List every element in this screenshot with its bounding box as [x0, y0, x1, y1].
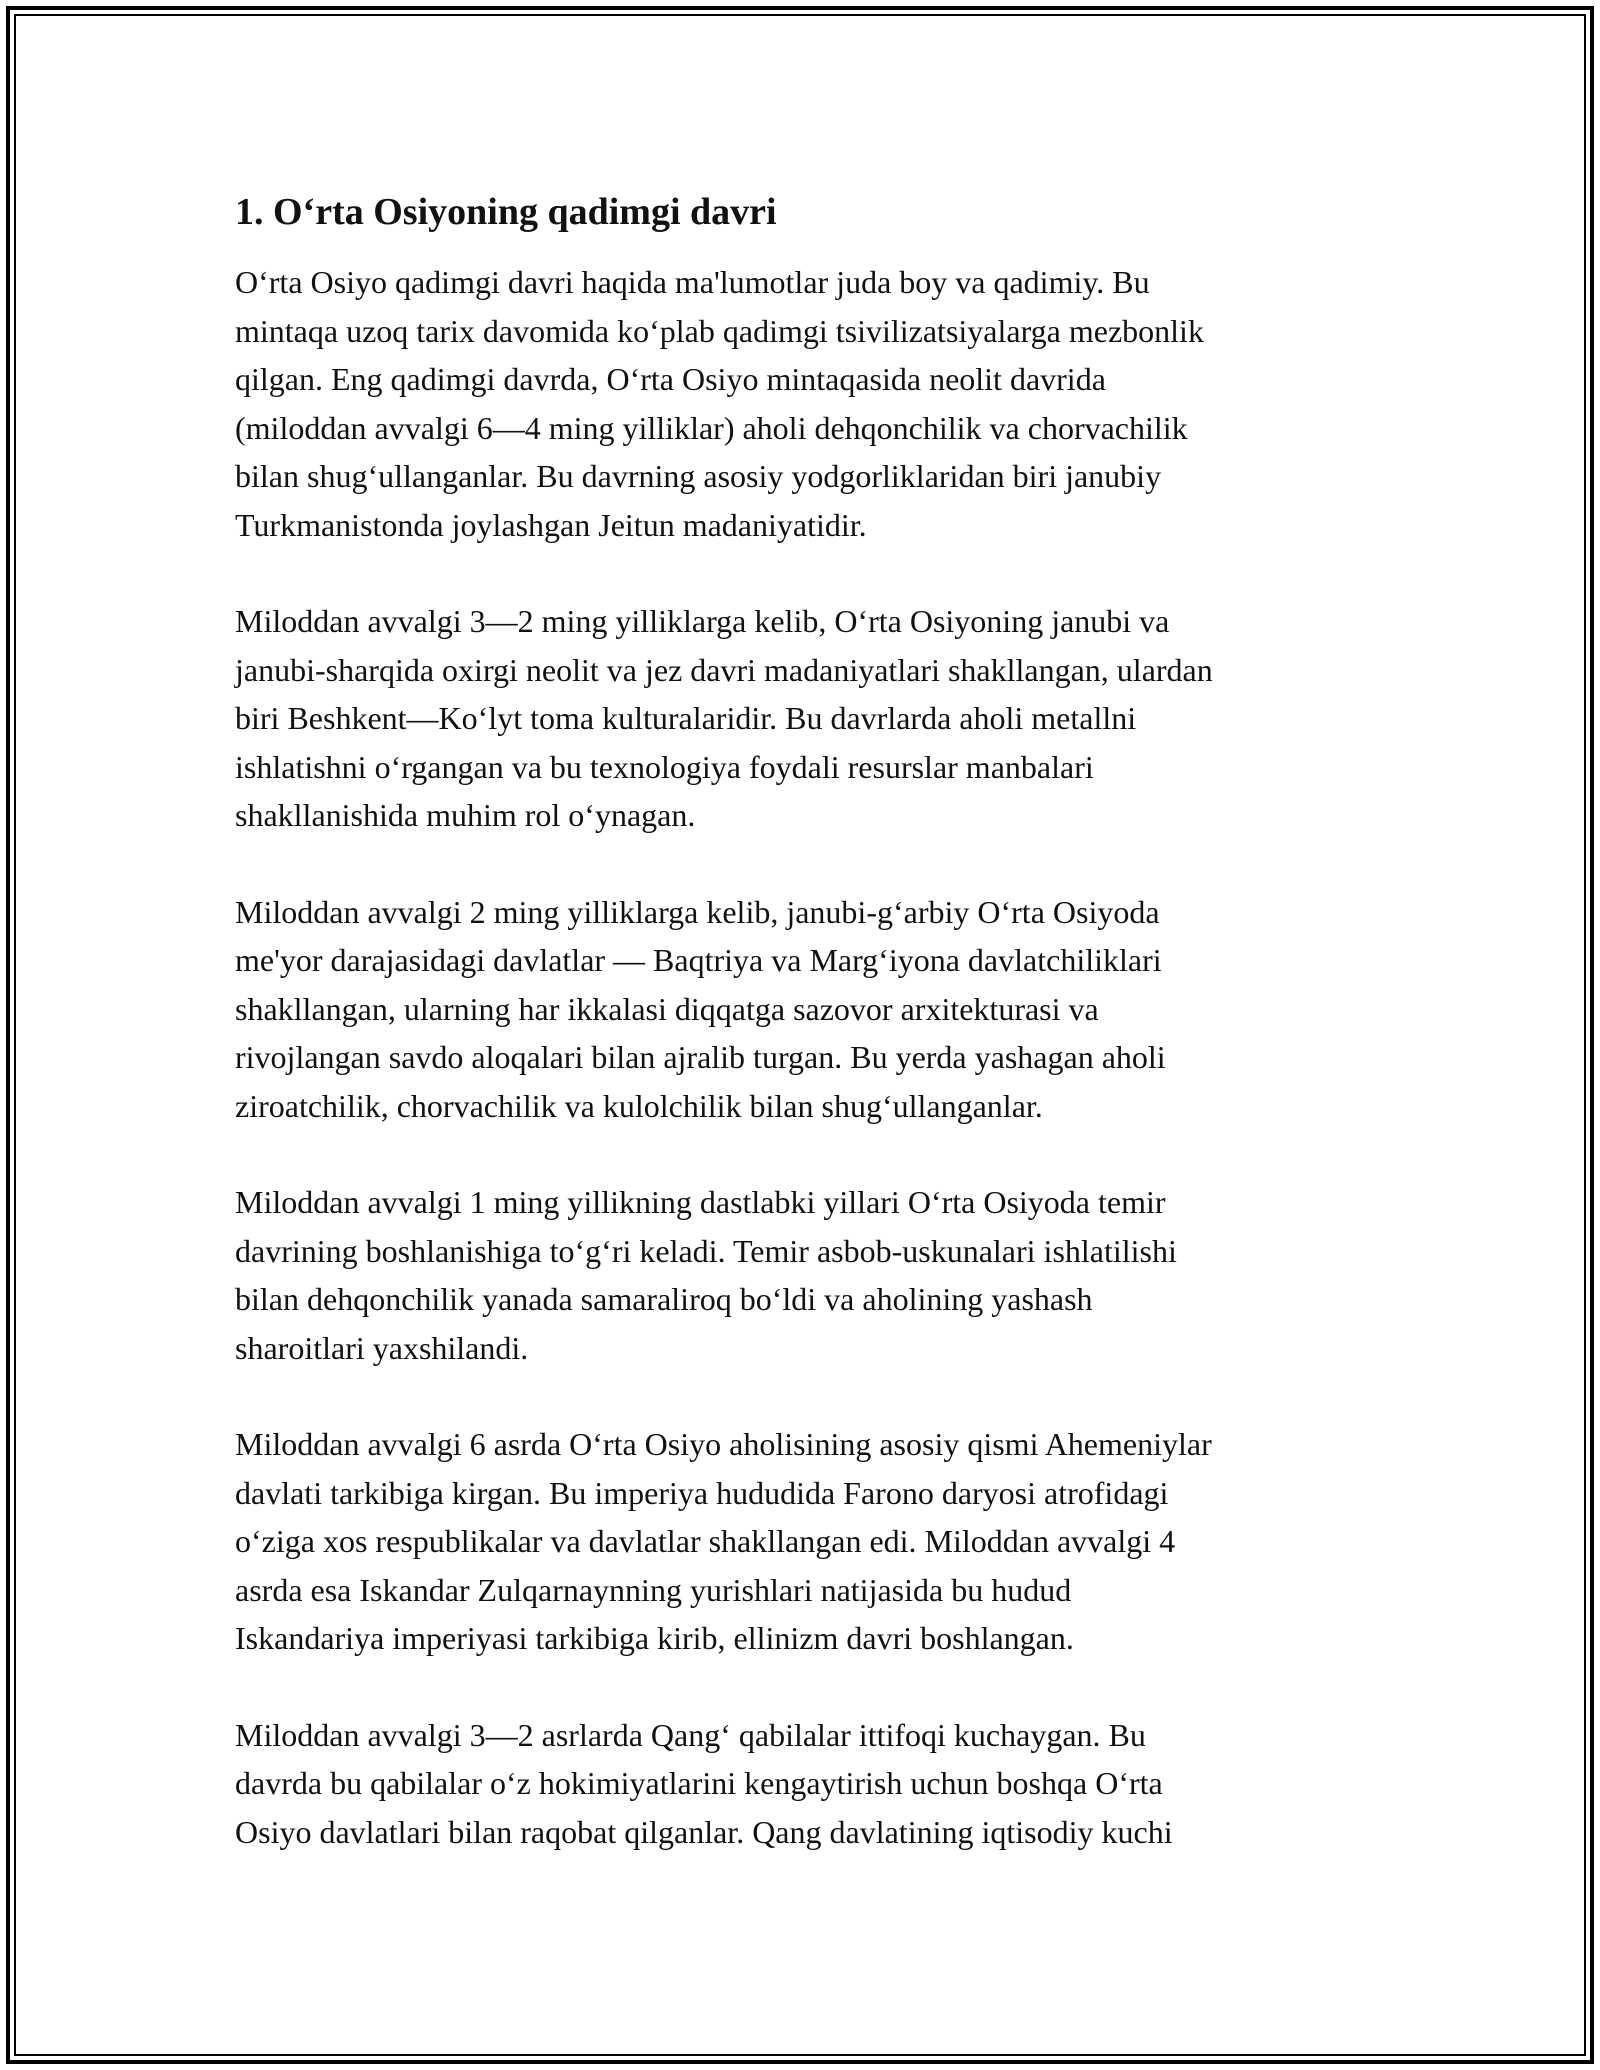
text-line: shakllanishida muhim rol o‘ynagan. — [235, 797, 696, 833]
text-line: bilan dehqonchilik yanada samaraliroq bo‘ldi va aholining yashash — [235, 1281, 1093, 1317]
text-line: Miloddan avvalgi 3—2 asrlarda Qang‘ qabilalar ittifoqi kuchaygan. Bu — [235, 1716, 1146, 1753]
text-line: qilgan. Eng qadimgi davrda, O‘rta Osiyo mintaqasida neolit davrida — [235, 361, 1106, 397]
text-line: O‘rta Osiyo qadimgi davri haqida ma'lumotlar juda boy va qadimiy. Bu — [235, 264, 1150, 300]
text-line: ziroatchilik, chorvachilik va kulolchilik bilan shug‘ullanganlar. — [235, 1087, 1043, 1124]
text-line: o‘ziga xos respublikalar va davlatlar shakllangan edi. Miloddan avvalgi 4 — [235, 1523, 1176, 1559]
paragraph-4 — [235, 1178, 1365, 1372]
text-line: me'yor darajasidagi davlatlar — Baqtriya va Marg‘iyona davlatchiliklari — [235, 942, 1162, 978]
text-line: sharoitlari yaxshilandi. — [235, 1329, 529, 1366]
section-heading: 1. O‘rta Osiyoning qadimgi davri — [235, 191, 777, 233]
text-line: Miloddan avvalgi 1 ming yillikning dastlabki yillari O‘rta Osiyoda temir — [235, 1184, 1166, 1220]
text-line: davrining boshlanishiga to‘g‘ri keladi. Temir asbob-uskunalari ishlatilishi — [235, 1232, 1177, 1269]
paragraph-5 — [235, 1420, 1365, 1663]
text-line: Miloddan avvalgi 6 asrda O‘rta Osiyo aholisining asosiy qismi Ahemeniylar — [235, 1426, 1212, 1462]
text-line: shakllangan, ularning har ikkalasi diqqatga sazovor arxitekturasi va — [235, 990, 1099, 1027]
paragraph-3 — [235, 888, 1365, 1131]
paragraph-1 — [235, 258, 1365, 549]
text-line: Osiyo davlatlari bilan raqobat qilganlar. Qang davlatining iqtisodiy kuchi — [235, 1813, 1173, 1850]
text-line: bilan shug‘ullanganlar. Bu davrning asosiy yodgorliklaridan biri janubiy — [235, 458, 1162, 494]
text-line: Miloddan avvalgi 2 ming yilliklarga kelib, janubi-g‘arbiy O‘rta Osiyoda — [235, 893, 1160, 930]
text-line: mintaqa uzoq tarix davomida ko‘plab qadimgi tsivilizatsiyalarga mezbonlik — [235, 312, 1204, 349]
text-line: asrda esa Iskandar Zulqarnaynning yurishlari natijasida bu hudud — [235, 1571, 1072, 1608]
text-line: Turkmanistonda joylashgan Jeitun madaniyatidir. — [235, 506, 867, 543]
paragraph-6 — [235, 1711, 1365, 1857]
text-line: davrda bu qabilalar o‘z hokimiyatlarini kengaytirish uchun boshqa O‘rta — [235, 1765, 1163, 1801]
text-line: biri Beshkent—Ko‘lyt toma kulturalaridir. Bu davrlarda aholi metallni — [235, 700, 1137, 736]
text-line: janubi-sharqida oxirgi neolit va jez davri madaniyatlari shakllangan, ulardan — [235, 651, 1213, 688]
text-line: ishlatishni o‘rgangan va bu texnologiya foydali resurslar manbalari — [235, 748, 1094, 785]
text-line: Miloddan avvalgi 3—2 ming yilliklarga kelib, O‘rta Osiyoning janubi va — [235, 603, 1170, 639]
text-line: Iskandariya imperiyasi tarkibiga kirib, ellinizm davri boshlangan. — [235, 1620, 1074, 1656]
text-line: rivojlangan savdo aloqalari bilan ajralib turgan. Bu yerda yashagan aholi — [235, 1039, 1166, 1075]
paragraph-2 — [235, 597, 1365, 840]
text-line: (miloddan avvalgi 6—4 ming yilliklar) aholi dehqonchilik va chorvachilik — [235, 409, 1188, 446]
text-line: davlati tarkibiga kirgan. Bu imperiya hududida Farono daryosi atrofidagi — [235, 1474, 1169, 1511]
document-body — [235, 186, 1365, 1904]
